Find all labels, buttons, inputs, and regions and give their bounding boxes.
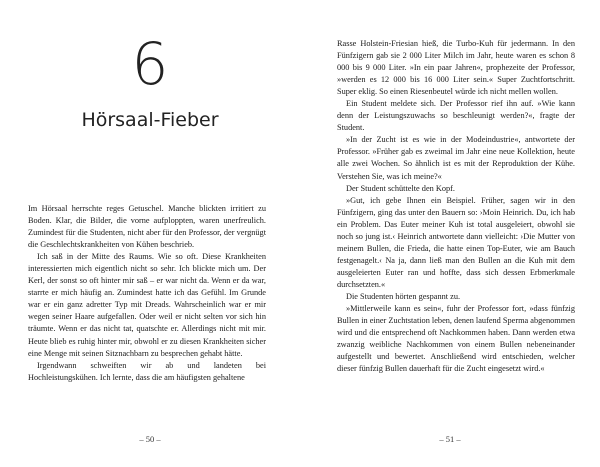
- paragraph: »Gut, ich gebe Ihnen ein Beispiel. Früher, sagen wir in den Fünfzigern, ging das unter den Bauern so: ›Moin Heinrich. Du, ich hab ein Problem. Das Euter meiner Kuh ist total ausgeleiert, obwohl sie noch so jung ist.‹ Heinrich antwortete dann vielleicht: ›Die Mutter von meinem Bullen, die Frieda, die hatte einen Top-Euter, wie am Bauch festgenagelt.‹ Na ja, dann ließ man den Bullen an die Kuh mit dem ausgeleierten Euter ran und hoffte, dass sich dessen Erbmerkmale durchsetzten.«: [337, 195, 575, 289]
- right-body-text: [337, 38, 575, 375]
- paragraph: Irgendwann schweiften wir ab und landeten bei Hochleistungskühen. Ich lernte, dass die am häufigsten gehaltene: [28, 360, 266, 382]
- paragraph: Im Hörsaal herrschte reges Getuschel. Manche blickten irritiert zu Boden. Klar, die Bilder, die vorne aufploppten, waren unerfreulich. Zumindest für die Studenten, nicht aber für den Professor, der vergnügt die Geschlechtskrankheiten von Kühen beschrieb.: [28, 204, 266, 250]
- chapter-number: 6: [131, 30, 169, 98]
- paragraph: Rasse Holstein-Friesian hieß, die Turbo-Kuh für jedermann. In den Fünfzigern gab sie 2 000 Liter Milch im Jahr, heute waren es schon 8 000 bis 9 000 Liter. »In ein paar Jahren«, prophezeite der Professor, »werden es 12 000 bis 16 000 Liter sein.« Super Zuchtfortschritt. Super eklig. So einen Riesenbeutel würde ich nicht mellen wollen.: [337, 39, 575, 97]
- paragraph: Ein Student meldete sich. Der Professor rief ihn auf. »Wie kann denn der Leistungszuwachs so beschleunigt werden?«, fragte der Student.: [337, 99, 575, 133]
- paragraph: Die Studenten hörten gespannt zu.: [346, 291, 461, 301]
- page-number-left: – 50 –: [139, 434, 161, 444]
- page-number-right: – 51 –: [439, 434, 461, 444]
- left-body-text: [28, 203, 266, 384]
- paragraph: Ich saß in der Mitte des Raums. Wie so oft. Diese Krankheiten interessierten mich eigentlich nicht so sehr. Ich blickte mich um. Der Kerl, der sonst so oft hinter mir saß – er war nicht da. Wenn er da war, starrte er mich häufig an. Zumindest hatte ich das Gefühl. Im Grunde war er ein ganz adretter Typ mit Dreads. Wahrscheinlich war er mir wegen seiner Haare aufgefallen. Oder weil er nicht selten vor sich hin träumte. Wenn er das nicht tat, quatschte er. Allerdings nicht mit mir. Heute blieb es ruhig hinter mir, obwohl er zu diesen Krankheiten sicher eine Menge mit seinen Sitznachbarn zu besprechen gehabt hätte.: [28, 252, 266, 358]
- paragraph: »Mittlerweile kann es sein«, fuhr der Professor fort, »dass fünfzig Bullen in einer Zuchtstation leben, denen laufend Sperma abgenommen wird und die entsprechend oft Nachkommen haben. Dann werden etwa zwanzig weibliche Nachkommen von einem Bullen nebeneinander aufgestellt und bewertet. Anschließend wird entschieden, welcher dieser fünfzig Bullen dauerhaft für die Zucht eingesetzt wird.«: [337, 304, 576, 374]
- paragraph: »In der Zucht ist es wie in der Modeindustrie«, antwortete der Professor. »Früher gab es zweimal im Jahr eine neue Kollektion, heute alle zwei Wochen. So ähnlich ist es mit der Reproduktion der Kühe. Verstehen Sie, was ich meine?«: [337, 135, 575, 181]
- chapter-title: Hörsaal-Fieber: [81, 109, 219, 131]
- paragraph: Der Student schüttelte den Kopf.: [346, 183, 455, 193]
- right-page: [300, 0, 600, 467]
